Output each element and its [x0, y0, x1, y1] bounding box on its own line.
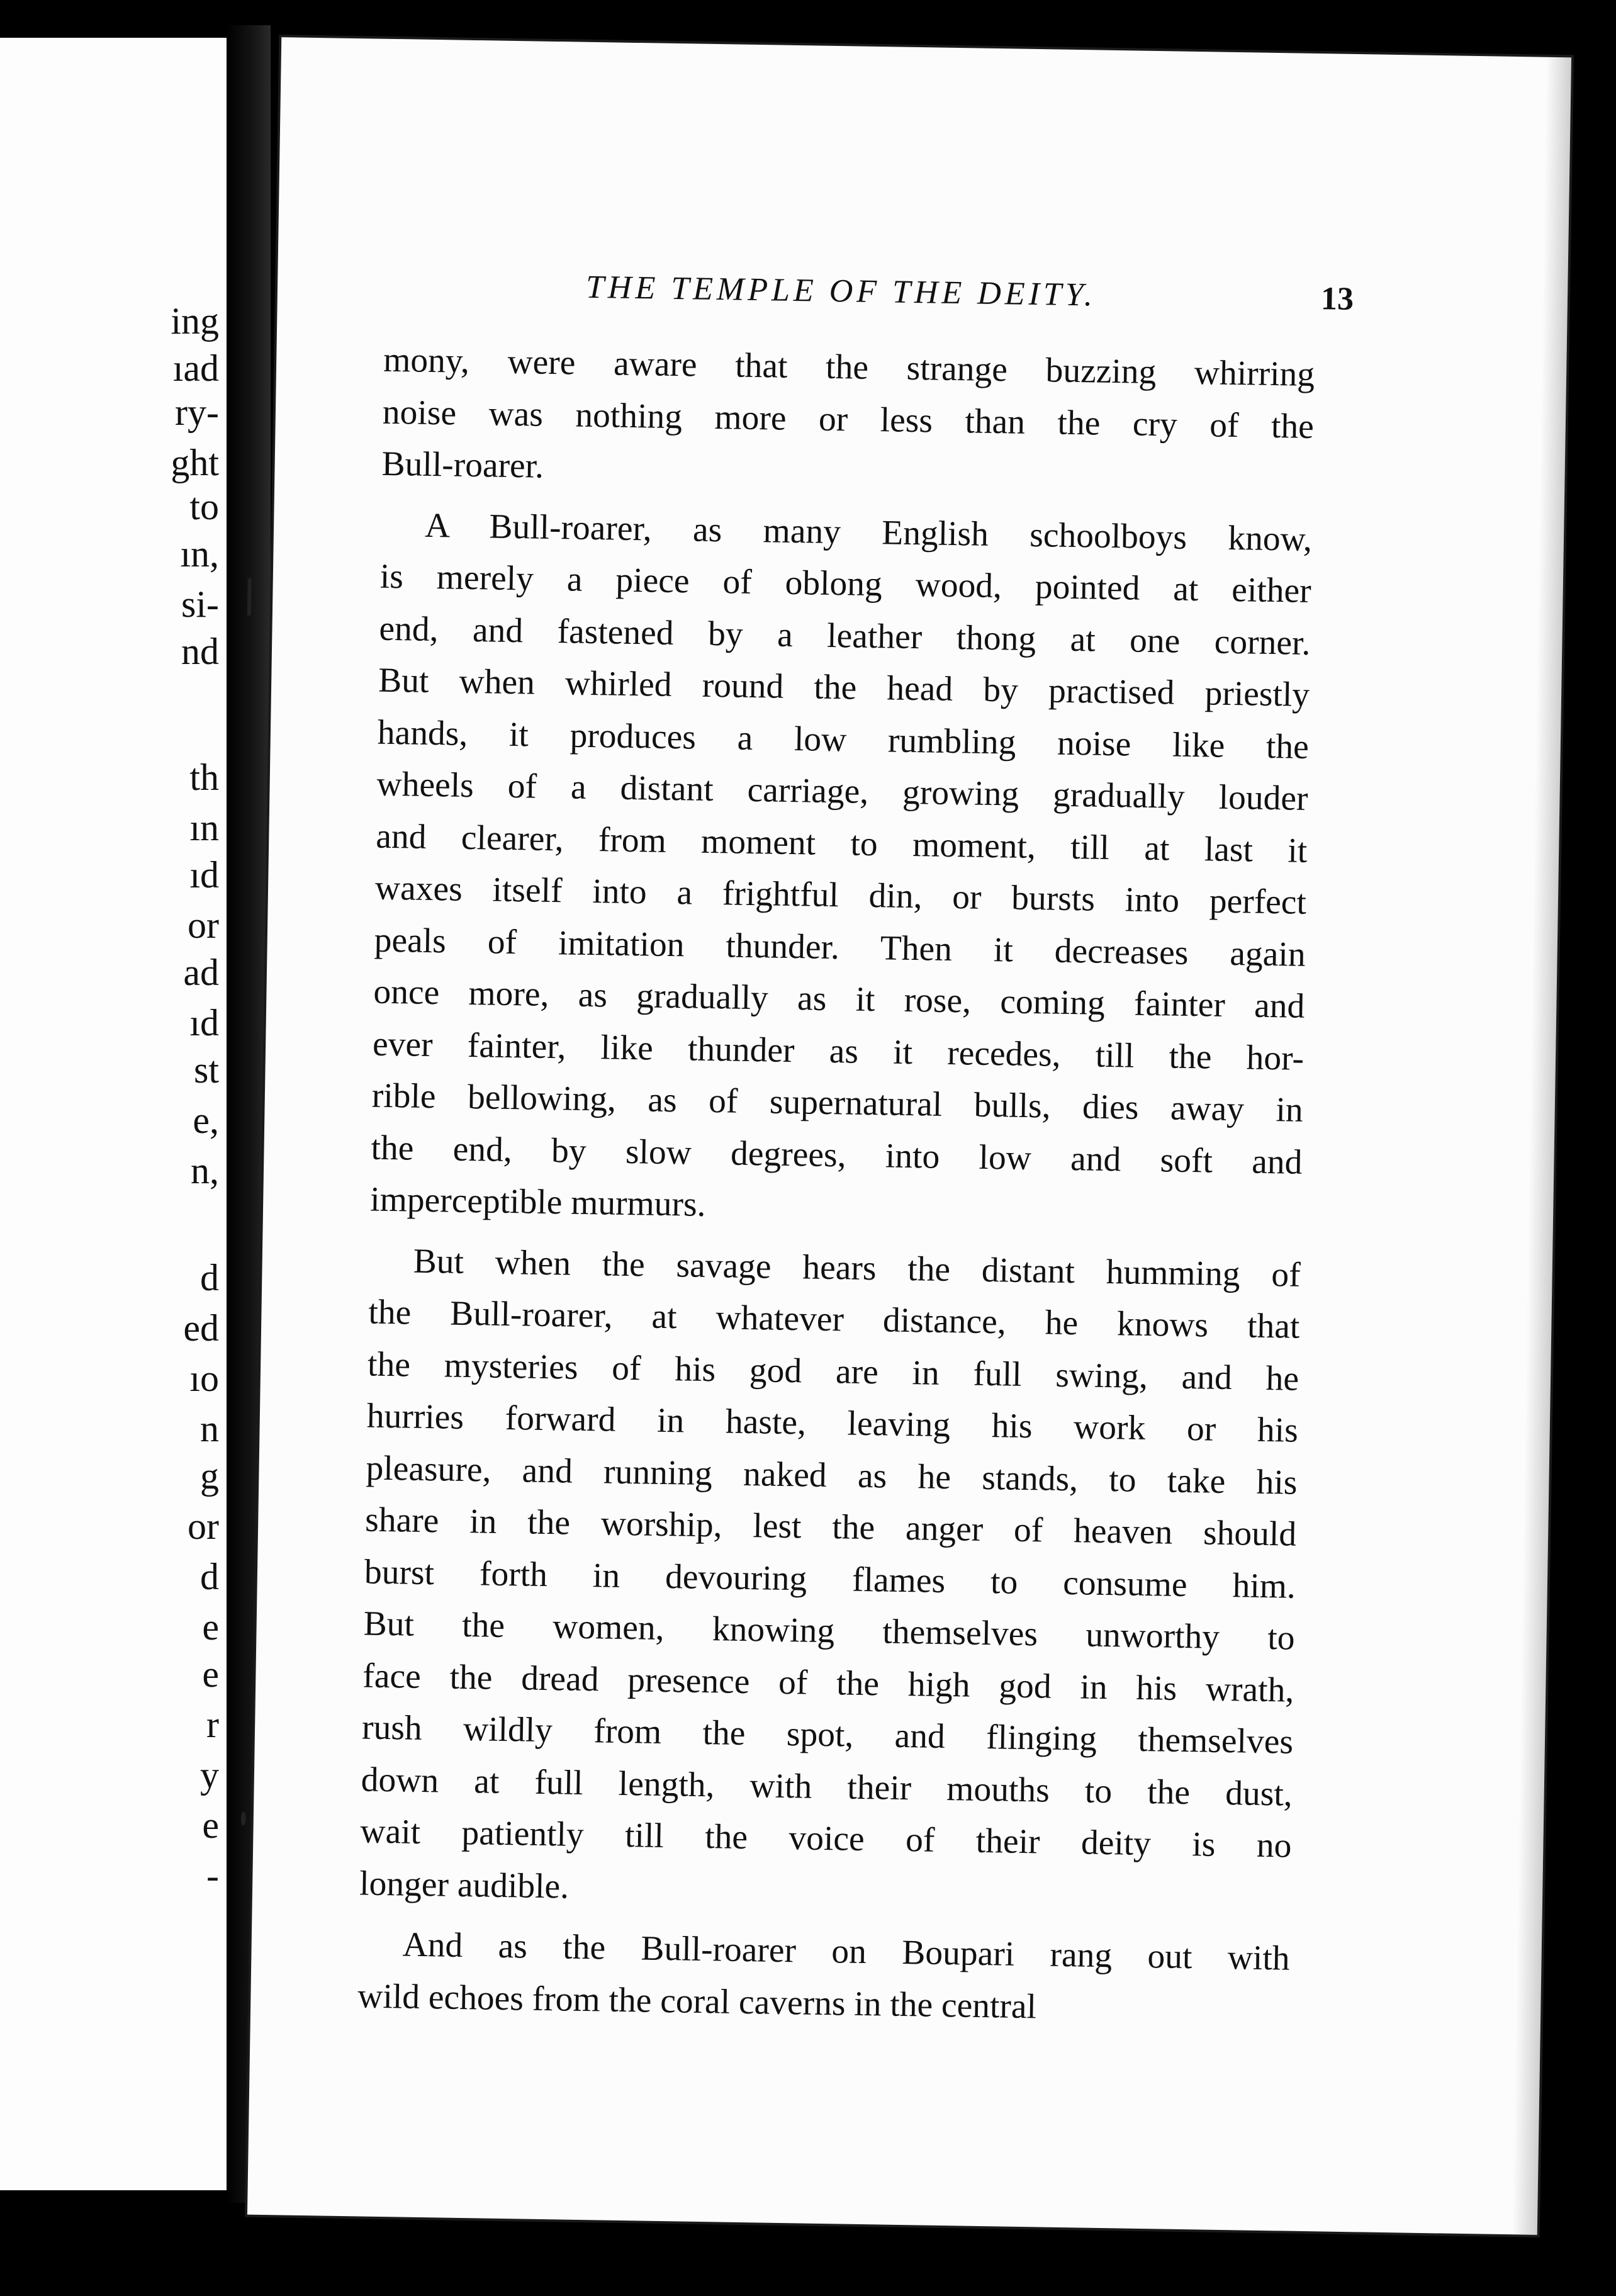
left-page-fragment: ad: [183, 952, 219, 993]
left-page-fragment: ıd: [189, 1002, 219, 1044]
left-page-fragment: ıd: [189, 854, 219, 896]
paragraph: [359, 1235, 1301, 1925]
text-line: wild echoes from the coral caverns in the central: [357, 1976, 1037, 2026]
page-number: 13: [1320, 281, 1354, 317]
left-page-fragment: ght: [171, 442, 219, 483]
text-line: end, and fastened by a leather thong at one corner.: [379, 609, 1311, 663]
left-page-fragment: e: [202, 1804, 219, 1846]
left-page-fragment: e: [202, 1653, 219, 1695]
left-page-fragment: d: [200, 1556, 219, 1597]
left-page-fragment: r: [206, 1704, 219, 1745]
left-page-fragment: th: [189, 757, 219, 798]
text-line: the mysteries of his god are in full swing, and he: [367, 1345, 1299, 1398]
text-line: rush wildly from the spot, and flinging themselves: [361, 1708, 1294, 1762]
text-line: But when the savage hears the distant humming of: [413, 1242, 1301, 1295]
text-line: down at full length, with their mouths to the dust,: [361, 1760, 1293, 1814]
text-line: share in the worship, lest the anger of heaven should: [364, 1500, 1297, 1554]
paragraph: [357, 1918, 1290, 2037]
left-facing-page: [0, 38, 230, 2190]
text-line: hands, it produces a low rumbling noise like the: [377, 713, 1310, 767]
text-line: noise was nothing more or less than the cry of the: [382, 393, 1315, 446]
text-line: burst forth in devouring flames to consume him.: [364, 1552, 1296, 1606]
left-page-fragment: g: [200, 1455, 219, 1497]
text-line: But when whirled round the head by practised priestly: [378, 661, 1310, 714]
left-page-fragment: ın,: [180, 533, 219, 575]
text-line: Bull-roarer.: [381, 444, 544, 486]
text-line: wait patiently till the voice of their deity is no: [360, 1812, 1292, 1866]
text-line: imperceptible murmurs.: [369, 1180, 707, 1224]
text-line: the end, by slow degrees, into low and soft and: [371, 1128, 1303, 1182]
body-text: [357, 335, 1315, 2037]
text-line: face the dread presence of the high god in his wrath,: [362, 1656, 1294, 1710]
text-line: A Bull-roarer, as many English schoolboys know,: [424, 506, 1313, 559]
text-line: the Bull-roarer, at whatever distance, he knows that: [368, 1293, 1300, 1346]
text-line: and clearer, from moment to moment, till at last it: [375, 817, 1308, 870]
left-page-fragment: ing: [171, 300, 219, 342]
left-page-fragment: y: [200, 1754, 219, 1796]
text-line: ever fainter, like thunder as it recedes, till the hor-: [372, 1025, 1305, 1078]
left-page-fragment: ry-: [175, 391, 219, 433]
text-line: is merely a piece of oblong wood, pointed at either: [379, 557, 1312, 611]
book-page: [247, 37, 1571, 2235]
ink-speck: [247, 578, 252, 616]
text-line: mony, were aware that the strange buzzing whirring: [383, 340, 1315, 394]
left-page-fragment: ın: [189, 807, 219, 848]
text-line: hurries forward in haste, leaving his work or his: [366, 1397, 1299, 1450]
left-page-fragment: e: [202, 1606, 219, 1648]
text-line: wheels of a distant carriage, growing gradually louder: [376, 765, 1308, 818]
paragraph: [370, 499, 1313, 1241]
left-page-fragment: ıo: [189, 1358, 219, 1399]
left-page-fragment: nd: [181, 631, 219, 672]
left-page-fragment: si-: [181, 583, 219, 625]
left-page-fragment: -: [206, 1855, 219, 1896]
text-line: longer audible.: [359, 1864, 570, 1906]
paragraph: [381, 335, 1315, 505]
left-page-fragment: n: [200, 1408, 219, 1449]
text-line: rible bellowing, as of supernatural bulls, dies away in: [371, 1076, 1304, 1130]
text-line: once more, as gradually as it rose, coming fainter and: [373, 972, 1305, 1026]
text-line: peals of imitation thunder. Then it decreases again: [374, 921, 1306, 974]
text-line: But the women, knowing themselves unworthy to: [363, 1604, 1296, 1658]
left-page-fragment: st: [193, 1049, 219, 1091]
left-page-fragment: ıad: [172, 347, 219, 389]
running-head: [586, 269, 1354, 318]
left-page-fragment: e,: [193, 1100, 219, 1141]
left-page-fragment: or: [188, 904, 219, 946]
left-page-fragment: or: [188, 1505, 219, 1547]
text-line: waxes itself into a frightful din, or bursts into perfect: [374, 869, 1307, 922]
text-line: And as the Bull-roarer on Boupari rang out with: [402, 1925, 1291, 1978]
text-line: pleasure, and running naked as he stands, to take his: [366, 1449, 1298, 1502]
running-head-title: THE TEMPLE OF THE DEITY.: [585, 269, 1097, 313]
left-page-fragment: d: [200, 1257, 219, 1298]
left-page-fragment: n,: [191, 1150, 219, 1191]
left-page-fragment: to: [189, 486, 219, 527]
left-page-fragment: ed: [183, 1307, 219, 1349]
